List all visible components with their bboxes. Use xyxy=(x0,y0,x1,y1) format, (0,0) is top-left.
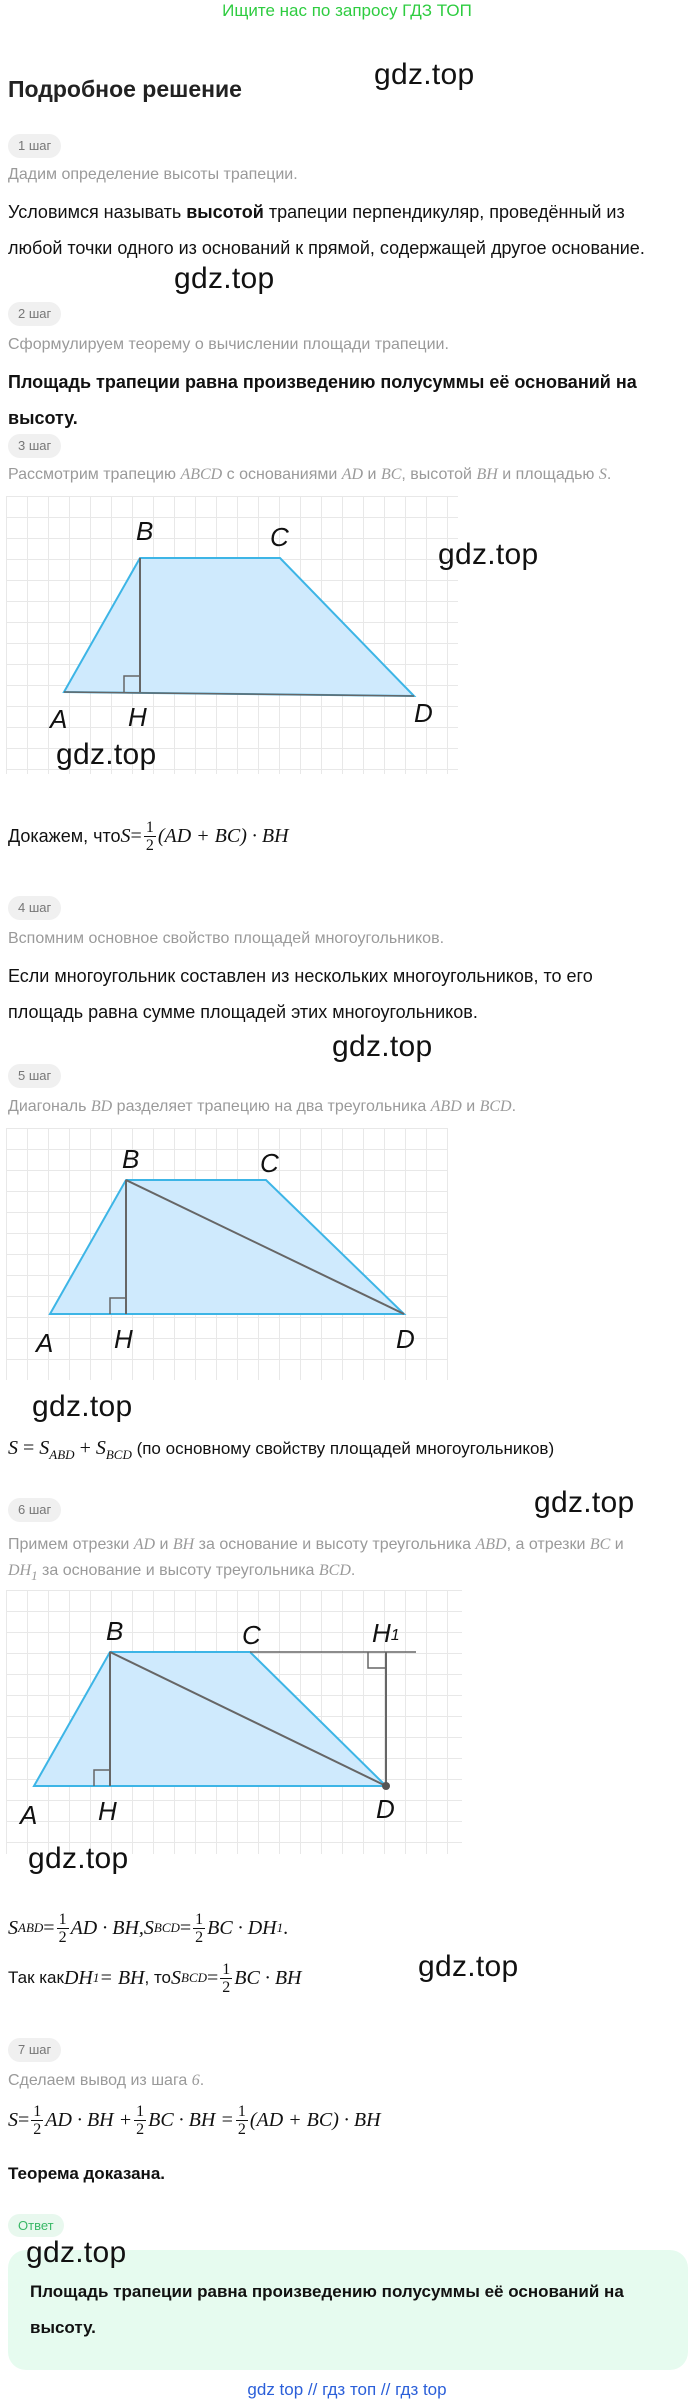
right-angle-mark-h1 xyxy=(368,1652,386,1668)
text-run: , то xyxy=(144,1968,171,1987)
text-run: за основание и высоту треугольника xyxy=(37,1562,319,1579)
vertex-label-h: H xyxy=(128,702,147,732)
text-run: трапеции перпендикуляр, проведённый из xyxy=(263,202,625,222)
term-highlight: высотой xyxy=(186,202,264,222)
math: DH xyxy=(63,1967,93,1989)
watermark: gdz.top xyxy=(332,1030,433,1063)
math: S xyxy=(598,466,607,483)
step-hint: Сформулируем теорему о вычислении площади трапеции. xyxy=(8,336,449,353)
math-subscript: 1 xyxy=(31,1568,38,1583)
math: S xyxy=(39,1437,50,1459)
text-run: . xyxy=(511,1098,517,1115)
step-hint xyxy=(8,466,611,484)
vertex-label-h1: H1 xyxy=(372,1618,400,1648)
math-subscript: BCD xyxy=(181,1970,207,1985)
watermark: gdz.top xyxy=(174,262,275,295)
math: BC xyxy=(589,1536,611,1553)
vertex-label-h: H xyxy=(98,1796,117,1826)
step-badge: 3 шаг xyxy=(8,434,61,458)
vertex-label-c: C xyxy=(242,1620,261,1650)
text-run: Диагональ xyxy=(8,1098,91,1115)
vertex-label-a: A xyxy=(36,1328,54,1358)
text-run: Так как xyxy=(8,1968,64,1987)
math: S xyxy=(143,1917,154,1939)
conclusion: Теорема доказана. xyxy=(8,2164,165,2183)
fraction xyxy=(236,2103,248,2138)
formula-line xyxy=(8,818,289,854)
step-hint: Вспомним основное свойство площадей многоугольников. xyxy=(8,930,445,947)
fraction xyxy=(220,1961,232,1996)
step-hint xyxy=(8,2072,204,2090)
denominator: 2 xyxy=(195,1928,204,1946)
step-badge: 4 шаг xyxy=(8,896,61,920)
denominator: 2 xyxy=(222,1978,231,1996)
step-badge: 1 шаг xyxy=(8,134,61,158)
watermark: gdz.top xyxy=(418,1950,519,1983)
math: BC · BH = xyxy=(148,2109,234,2131)
text-run: , а отрезки xyxy=(506,1536,590,1553)
step-badge: 7 шаг xyxy=(8,2038,61,2062)
numerator: 1 xyxy=(33,2102,42,2120)
text-run: с основаниями xyxy=(222,466,342,483)
text-run: и xyxy=(461,1098,480,1115)
figure-trapezoid-1 xyxy=(6,496,458,774)
trapezoid-diagram xyxy=(6,496,458,774)
vertex-label-b: B xyxy=(106,1616,124,1646)
math: 6 xyxy=(191,2072,200,2089)
fraction xyxy=(193,1911,205,1946)
text-run: разделяет трапецию на два треугольника xyxy=(112,1098,431,1115)
math: S xyxy=(8,2109,18,2131)
step-hint: Дадим определение высоты трапеции. xyxy=(8,166,298,183)
text-run: (по основному свойству площадей многоугольников) xyxy=(131,1439,555,1458)
vertex-label-c: C xyxy=(260,1148,279,1178)
math: S xyxy=(8,1437,18,1459)
theorem-statement: Площадь трапеции равна произведению полусуммы её оснований на высоту. xyxy=(8,372,637,428)
trapezoid-shape xyxy=(50,1180,404,1314)
math: = xyxy=(179,1917,192,1939)
math: BCD xyxy=(318,1562,351,1579)
math: . xyxy=(283,1917,289,1939)
watermark: gdz.top xyxy=(56,738,157,771)
math: S xyxy=(95,1437,106,1459)
watermark: gdz.top xyxy=(32,1390,133,1423)
fraction xyxy=(57,1911,69,1946)
figure-trapezoid-2 xyxy=(6,1128,448,1380)
trapezoid-shape xyxy=(34,1652,386,1786)
math: AD xyxy=(341,466,364,483)
math-subscript: BCD xyxy=(105,1447,132,1462)
step-text: площадь равна сумме площадей этих многоугольников. xyxy=(8,1002,478,1022)
math: BC · BH xyxy=(234,1967,302,1989)
step-hint xyxy=(8,1532,692,1589)
vertex-label-d: D xyxy=(396,1324,415,1354)
math: DH xyxy=(8,1562,32,1579)
answer-text: высоту. xyxy=(30,2318,96,2337)
vertex-label-d: D xyxy=(414,698,433,728)
trapezoid-h1-diagram xyxy=(6,1590,462,1854)
vertex-label-a: A xyxy=(50,704,68,734)
step-badge: 2 шаг xyxy=(8,302,61,326)
text-run: и xyxy=(363,466,381,483)
math: AD xyxy=(133,1536,156,1553)
math: = xyxy=(18,1437,40,1459)
fraction xyxy=(31,2103,43,2138)
step-hint xyxy=(8,1098,516,1116)
watermark: gdz.top xyxy=(374,58,475,91)
denominator: 2 xyxy=(136,2120,145,2138)
numerator: 1 xyxy=(237,2102,246,2120)
text-run: и площадью xyxy=(497,466,599,483)
math: (AD + BC) · BH xyxy=(249,2109,381,2131)
step-badge: 6 шаг xyxy=(8,1498,61,1522)
text-run: Рассмотрим трапецию xyxy=(8,466,181,483)
step-text xyxy=(8,194,625,230)
formula-line xyxy=(8,2102,381,2138)
math: = xyxy=(130,825,142,847)
math: S xyxy=(120,825,131,847)
formula-line xyxy=(8,1910,288,1946)
vertex-label-d: D xyxy=(376,1794,395,1824)
math: BCD xyxy=(479,1098,512,1115)
math: = xyxy=(207,1967,219,1989)
math-subscript: ABD xyxy=(18,1920,44,1935)
math: ABD xyxy=(430,1098,462,1115)
math-subscript: BCD xyxy=(153,1920,180,1935)
watermark: gdz.top xyxy=(28,1842,129,1875)
vertex-label-a: A xyxy=(20,1800,38,1830)
vertex-label-c: C xyxy=(270,522,289,552)
fraction xyxy=(144,819,156,854)
numerator: 1 xyxy=(222,1960,231,1978)
numerator: 1 xyxy=(136,2102,145,2120)
text-run: . xyxy=(606,466,612,483)
math: BC · DH xyxy=(207,1917,277,1939)
text-run: за основание и высоту треугольника xyxy=(194,1536,476,1553)
math: (AD + BC) · BH xyxy=(157,825,289,847)
math: BH xyxy=(172,1536,195,1553)
watermark: gdz.top xyxy=(26,2236,127,2269)
denominator: 2 xyxy=(33,2120,42,2138)
search-banner[interactable]: Ищите нас по запросу ГДЗ ТОП xyxy=(222,1,472,20)
formula-line xyxy=(8,1430,554,1473)
answer-text: Площадь трапеции равна произведению полусуммы её оснований на xyxy=(30,2282,624,2301)
page-title: Подробное решение xyxy=(8,76,242,102)
math: AD · BH, xyxy=(70,1917,144,1939)
denominator: 2 xyxy=(237,2120,246,2138)
step-text: любой точки одного из оснований к прямой, содержащей другое основание. xyxy=(8,238,645,258)
watermark: gdz.top xyxy=(438,538,539,571)
denominator: 2 xyxy=(145,836,154,854)
math: BD xyxy=(90,1098,113,1115)
numerator: 1 xyxy=(58,1910,67,1928)
math: S xyxy=(8,1917,18,1939)
vertex-label-b: B xyxy=(122,1144,140,1174)
text-run: Условимся называть xyxy=(8,202,187,222)
math: AD · BH + xyxy=(45,2109,133,2131)
math: S xyxy=(171,1967,181,1989)
text-run: и xyxy=(155,1536,173,1553)
figure-trapezoid-3 xyxy=(6,1590,462,1854)
text-run: , высотой xyxy=(401,466,477,483)
step-text: Если многоугольник составлен из нескольких многоугольников, то его xyxy=(8,966,593,986)
vertex-label-b: B xyxy=(136,516,154,546)
numerator: 1 xyxy=(195,1910,204,1928)
math-subscript: 1 xyxy=(276,1920,284,1935)
text-run: и xyxy=(610,1536,624,1553)
watermark: gdz.top xyxy=(534,1486,635,1519)
text-run: Докажем, что xyxy=(8,826,121,846)
math-subscript: 1 xyxy=(92,1970,100,1985)
vertex-label-h: H xyxy=(114,1324,133,1354)
step-badge: 5 шаг xyxy=(8,1064,61,1088)
math: = BH xyxy=(99,1967,145,1989)
text-run: Примем отрезки xyxy=(8,1536,134,1553)
math: = xyxy=(43,1917,55,1939)
math: + xyxy=(74,1437,96,1459)
math: ABD xyxy=(475,1536,507,1553)
math: = xyxy=(18,2109,30,2131)
footer-links[interactable]: gdz top // гдз топ // гдз top xyxy=(247,2380,447,2399)
math-subscript: ABD xyxy=(49,1447,75,1462)
math: BC xyxy=(380,466,402,483)
fraction xyxy=(134,2103,146,2138)
answer-badge: Ответ xyxy=(8,2214,64,2237)
point-d xyxy=(382,1782,390,1790)
text-run: Сделаем вывод из шага xyxy=(8,2072,192,2089)
denominator: 2 xyxy=(58,1928,67,1946)
trapezoid-shape xyxy=(64,558,414,696)
math: ABCD xyxy=(180,466,223,483)
trapezoid-diagonal-diagram xyxy=(6,1128,448,1380)
formula-line xyxy=(8,1960,302,1996)
math: BH xyxy=(476,466,498,483)
numerator: 1 xyxy=(145,818,154,836)
text-run: . xyxy=(350,1562,356,1579)
text-run: . xyxy=(199,2072,205,2089)
